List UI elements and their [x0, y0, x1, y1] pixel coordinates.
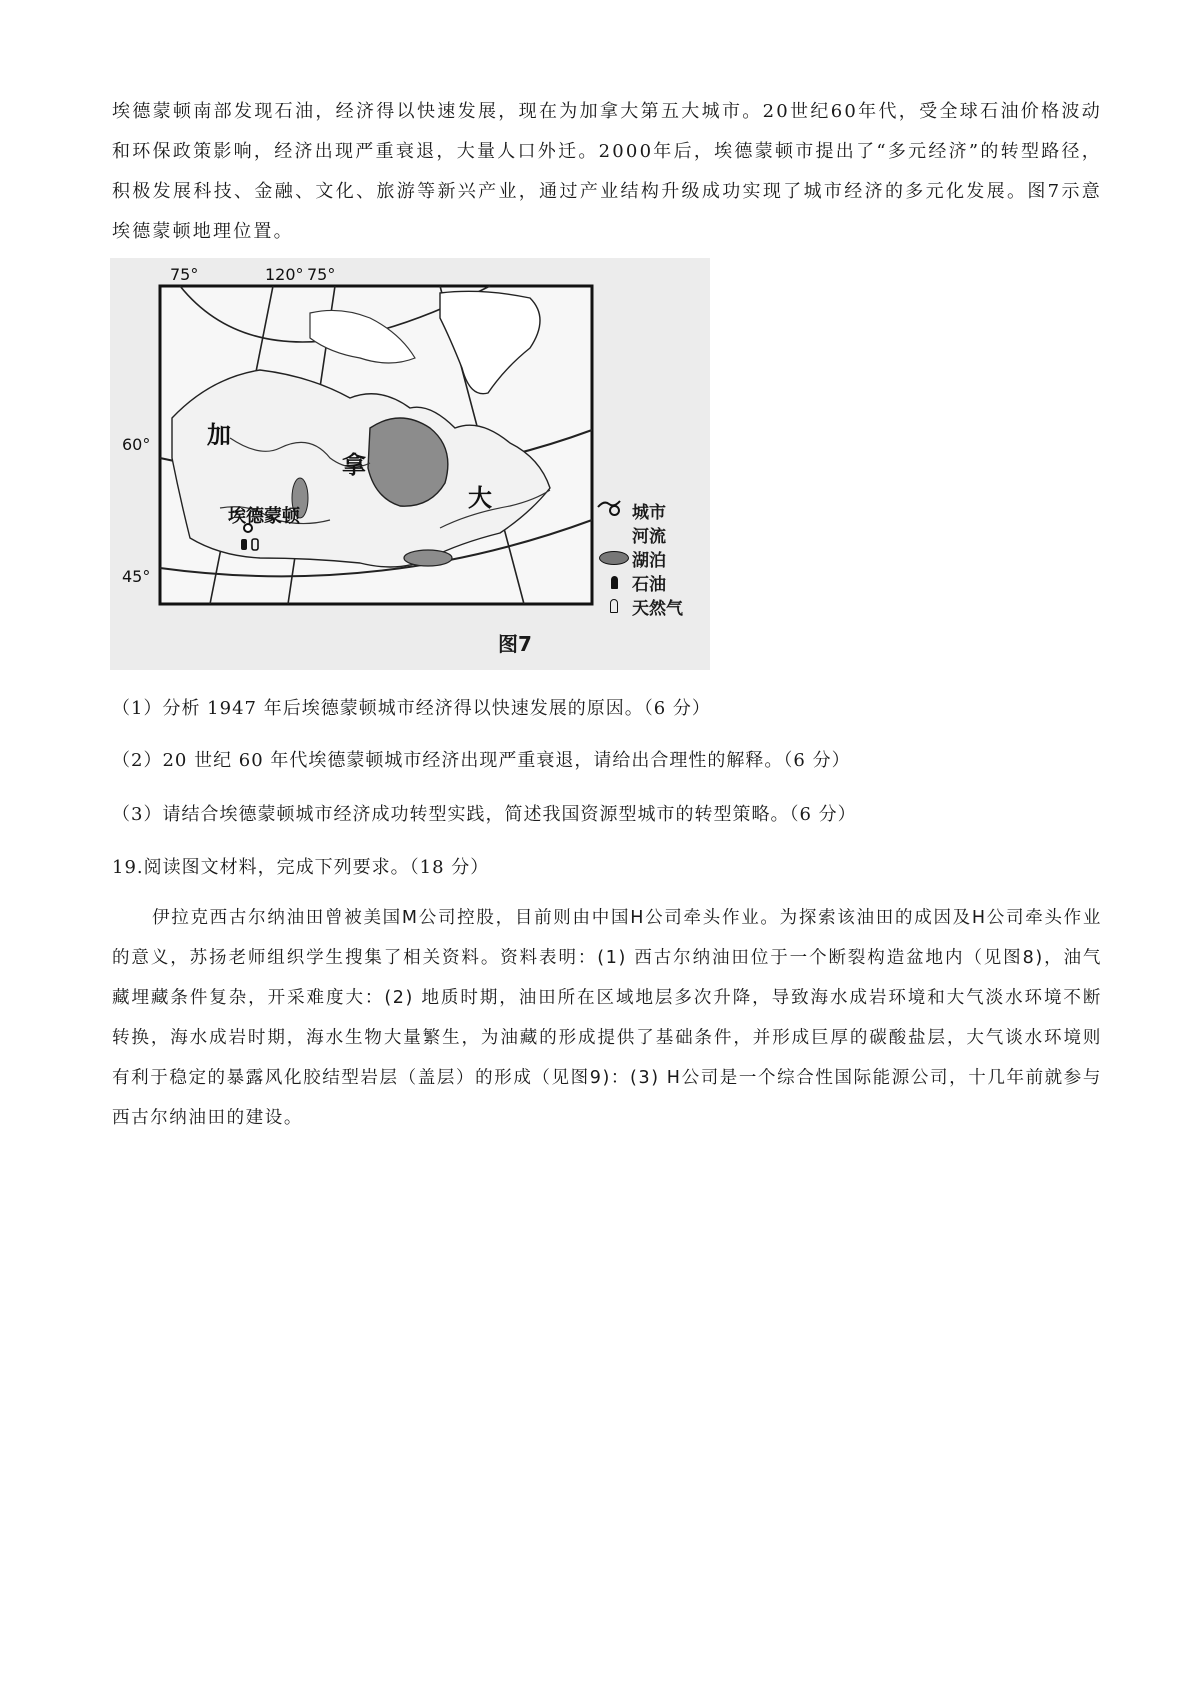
figure-7-map [110, 258, 710, 670]
gas-icon [610, 599, 618, 613]
legend-gas [596, 594, 683, 618]
intro-paragraph: 埃德蒙顿南部发现石油，经济得以快速发展，现在为加拿大第五大城市。20世纪60年代，受全球石油价格波动和环保政策影响，经济出现严重衰退，大量人口外迁。2000年后，埃德蒙顿市提出了“多元经济”的转型路径，积极发展科技、金融、文化、旅游等新兴产业，通过产业结构升级成功实现了城市经济的多元化发展。图7示意埃德蒙顿地理位置。 [112, 101, 1102, 242]
legend-label-gas: 天然气 [632, 598, 683, 619]
legend-label-lake: 湖泊 [632, 550, 666, 571]
legend-river [596, 522, 683, 546]
great-lakes [404, 550, 452, 566]
question-2: （2）20 世纪 60 年代埃德蒙顿城市经济出现严重衰退，请给出合理性的解释。（6 分） [112, 750, 851, 771]
legend-lake [596, 546, 683, 570]
map-legend [596, 498, 683, 618]
legend-oil [596, 570, 683, 594]
lon-label-75-north: 75° [307, 265, 336, 284]
legend-label-city: 城市 [632, 502, 666, 523]
question-3: （3）请结合埃德蒙顿城市经济成功转型实践，简述我国资源型城市的转型策略。（6 分） [112, 804, 857, 825]
legend-label-oil: 石油 [632, 574, 666, 595]
city-label-edmonton: 埃德蒙顿 [228, 506, 300, 527]
oil-icon [611, 576, 618, 589]
figure-caption: 图7 [498, 632, 532, 656]
lat-label-60: 60° [122, 435, 151, 454]
question-1: （1）分析 1947 年后埃德蒙顿城市经济得以快速发展的原因。（6 分） [112, 698, 711, 719]
oil-icon [241, 539, 247, 550]
lon-label-75-west: 75° [170, 265, 199, 284]
legend-label-river: 河流 [632, 526, 666, 547]
question-19-heading: 19.阅读图文材料，完成下列要求。（18 分） [112, 857, 490, 878]
question-19-material: 伊拉克西古尔纳油田曾被美国M公司控股，目前则由中国H公司牵头作业。为探索该油田的成因及H公司牵头作业的意义，苏扬老师组织学生搜集了相关资料。资料表明：(1) 西古尔纳油田位于一个断裂构造盆地内（见图8)，油气藏埋藏条件复杂，开采难度大：(2) 地质时期，油田所在区域地层多次升降，导致海水成岩环境和大气淡水环境不断转换，海水成岩时期，海水生物大量繁生，为油藏的形成提供了基础条件，并形成巨厚的碳酸盐层，大气谈水环境则有利于稳定的暴露风化胶结型岩层（盖层）的形成（见图9)：(3) H公司是一个综合性国际能源公司，十几年前就参与西古尔纳油田的建设。 [112, 908, 1102, 1128]
lake-icon [599, 551, 629, 565]
country-char-1: 加 [207, 421, 231, 449]
lat-label-45: 45° [122, 567, 151, 586]
country-char-3: 大 [468, 484, 492, 512]
lon-label-120: 120° [265, 265, 304, 284]
country-char-2: 拿 [342, 451, 366, 479]
